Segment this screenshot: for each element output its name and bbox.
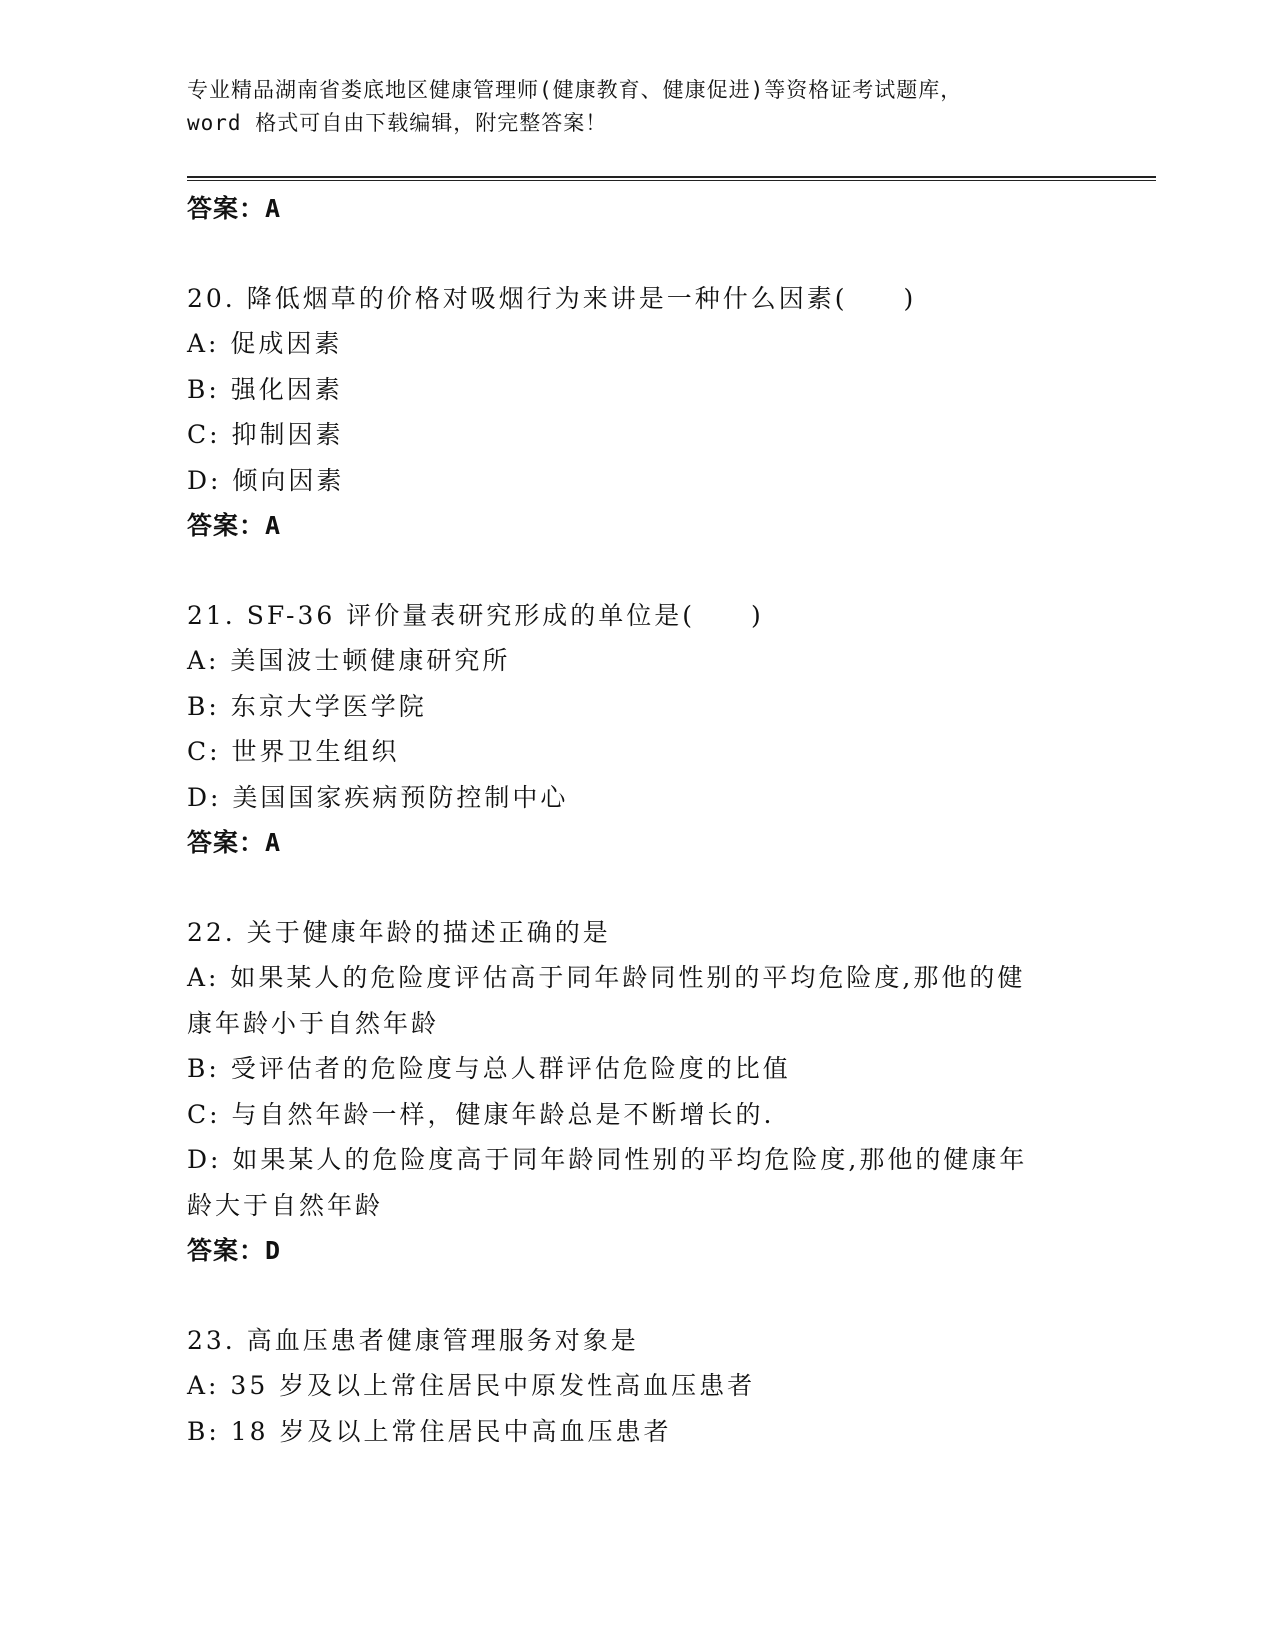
question-text: 23. 高血压患者健康管理服务对象是 (187, 1325, 639, 1355)
option-a: A: 促成因素 (187, 329, 343, 358)
header-line-1: 专业精品湖南省娄底地区健康管理师(健康教育、健康促进)等资格证考试题库， (187, 78, 963, 102)
option-d: D: 倾向因素 (187, 465, 345, 495)
spacer (187, 1274, 1067, 1318)
option-a: A: 美国波士顿健康研究所 (187, 646, 511, 675)
question-text: 22. 关于健康年龄的描述正确的是 (187, 917, 611, 947)
answer-line: 答案：D (187, 1236, 282, 1265)
option-b: B: 东京大学医学院 (187, 691, 427, 721)
answer-line: 答案：A (187, 828, 282, 857)
question-text: 20. 降低烟草的价格对吸烟行为来讲是一种什么因素( ) (187, 283, 917, 313)
question-text: 21. SF-36 评价量表研究形成的单位是( ) (187, 600, 764, 630)
option-b: B: 强化因素 (187, 374, 343, 404)
option-d-continued: 龄大于自然年龄 (187, 1190, 384, 1220)
option-a: A: 如果某人的危险度评估高于同年龄同性别的平均危险度,那他的健 (187, 963, 1026, 992)
answer-line: 答案：A (187, 511, 282, 540)
option-c: C: 与自然年龄一样，健康年龄总是不断增长的. (187, 1099, 775, 1129)
spacer (187, 866, 1067, 910)
question-block-20 (187, 276, 1067, 549)
option-b: B: 18 岁及以上常住居民中高血压患者 (187, 1416, 672, 1446)
option-a: A: 35 岁及以上常住居民中原发性高血压患者 (187, 1371, 756, 1400)
spacer (187, 232, 1067, 276)
header-line-2: word 格式可自由下载编辑，附完整答案！ (187, 111, 608, 135)
question-block-23 (187, 1318, 1067, 1455)
option-d: D: 如果某人的危险度高于同年龄同性别的平均危险度,那他的健康年 (187, 1145, 1028, 1174)
option-a-continued: 康年龄小于自然年龄 (187, 1008, 440, 1038)
option-b: B: 受评估者的危险度与总人群评估危险度的比值 (187, 1054, 791, 1083)
divider-thin-line (187, 180, 1156, 181)
header-divider (187, 176, 1156, 181)
answer-line: 答案：A (187, 194, 282, 223)
spacer (187, 549, 1067, 593)
question-list (187, 186, 1067, 1454)
option-d: D: 美国国家疾病预防控制中心 (187, 782, 569, 812)
option-c: C: 世界卫生组织 (187, 737, 400, 766)
option-c: C: 抑制因素 (187, 420, 344, 449)
divider-thick-line (187, 176, 1156, 178)
question-block-22 (187, 910, 1067, 1274)
question-block-21 (187, 593, 1067, 866)
document-header (187, 74, 1087, 140)
